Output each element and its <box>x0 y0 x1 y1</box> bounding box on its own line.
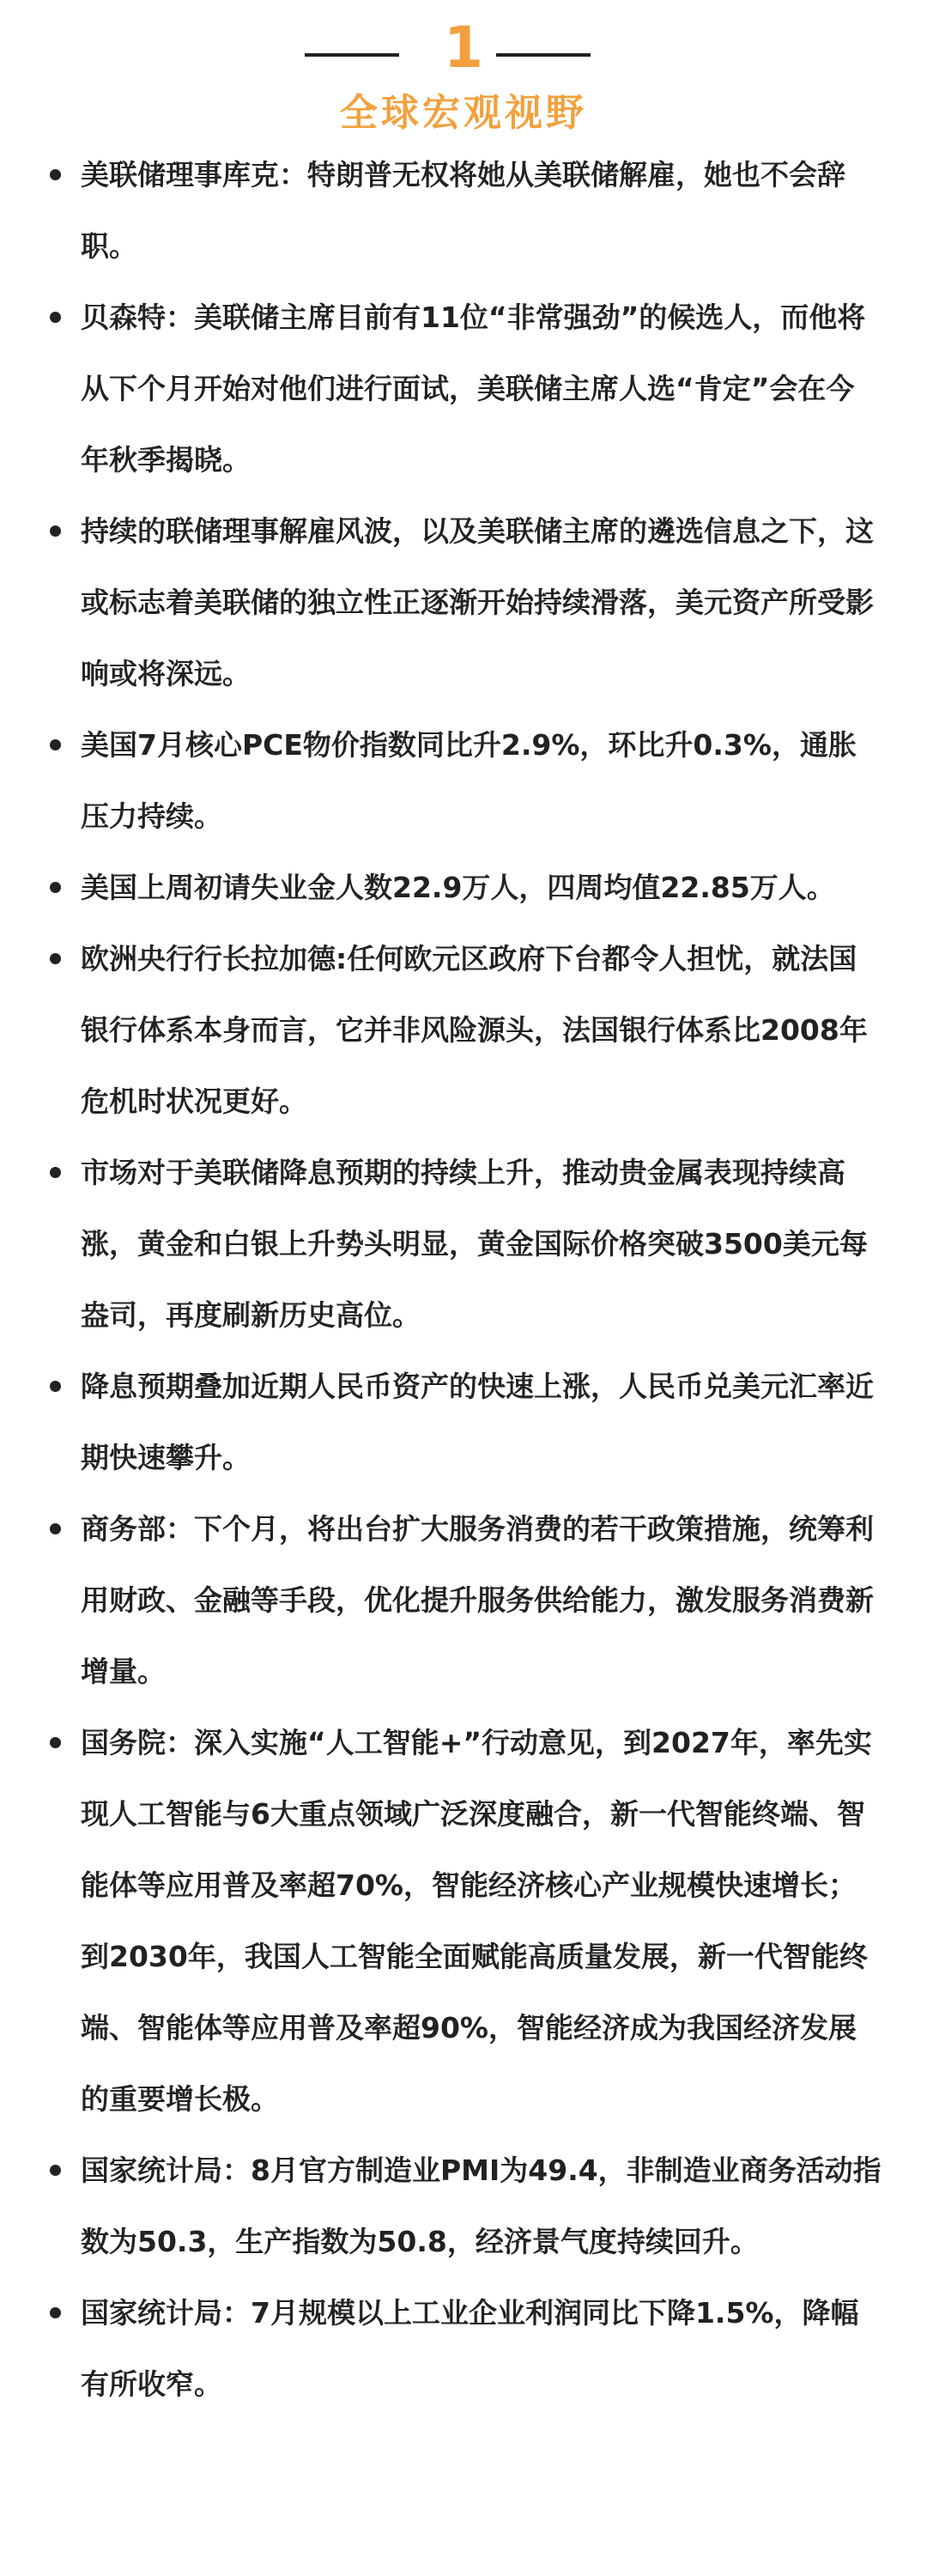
bullet-text: 国家统计局：8月官方制造业PMI为49.4，非制造业商务活动指数为50.3，生产指数为50.8，经济景气度持续回升。 <box>81 2154 882 2258</box>
bullet-dot-icon <box>50 739 61 750</box>
bullet-item <box>0 282 927 495</box>
bullet-item <box>0 2135 927 2277</box>
bullet-item <box>0 495 927 709</box>
bullet-dot-icon <box>50 169 61 180</box>
bullet-dot-icon <box>50 1381 61 1392</box>
bullet-item <box>0 1707 927 2135</box>
bullet-text: 美联储理事库克：特朗普无权将她从美联储解雇，她也不会辞职。 <box>81 158 845 263</box>
bullet-item <box>0 2277 927 2420</box>
header-right-rule <box>496 53 591 57</box>
bullet-text: 美国上周初请失业金人数22.9万人，四周均值22.85万人。 <box>81 871 835 904</box>
bullet-text: 美国7月核心PCE物价指数同比升2.9%，环比升0.3%，通胀压力持续。 <box>81 728 857 833</box>
bullet-text: 持续的联储理事解雇风波，以及美联储主席的遴选信息之下，这或标志着美联储的独立性正逐渐开始持续滑落，美元资产所受影响或将深远。 <box>81 514 874 690</box>
bullet-text: 欧洲央行行长拉加德:任何欧元区政府下台都令人担忧，就法国银行体系本身而言，它并非风险源头，法国银行体系比2008年危机时状况更好。 <box>81 942 868 1118</box>
bullet-dot-icon <box>50 1523 61 1534</box>
bullet-dot-icon <box>50 2307 61 2318</box>
bullet-text: 商务部：下个月，将出台扩大服务消费的若干政策措施，统筹利用财政、金融等手段，优化提升服务供给能力，激发服务消费新增量。 <box>81 1512 874 1688</box>
bullet-item <box>0 709 927 852</box>
bullet-text: 国家统计局：7月规模以上工业企业利润同比下降1.5%，降幅有所收窄。 <box>81 2296 859 2401</box>
section-header <box>0 0 927 146</box>
bullet-item <box>0 852 927 923</box>
bullet-dot-icon <box>50 953 61 964</box>
bullet-text: 降息预期叠加近期人民币资产的快速上涨，人民币兑美元汇率近期快速攀升。 <box>81 1370 874 1474</box>
bullet-item <box>0 1351 927 1493</box>
bullet-item <box>0 1493 927 1707</box>
bullet-text: 国务院：深入实施“人工智能+”行动意见，到2027年，率先实现人工智能与6大重点领域广泛深度融合，新一代智能终端、智能体等应用普及率超70%，智能经济核心产业规模快速增长；到2030年，我国人工智能全面赋能高质量发展，新一代智能终端、智能体等应用普及率超90%，智能经济成为我国经济发展的重要增长极。 <box>81 1726 872 2116</box>
bullet-item <box>0 923 927 1137</box>
bullet-text: 市场对于美联储降息预期的持续上升，推动贵金属表现持续高涨，黄金和白银上升势头明显，黄金国际价格突破3500美元每盎司，再度刷新历史高位。 <box>81 1156 868 1332</box>
bullet-dot-icon <box>50 882 61 893</box>
bullet-dot-icon <box>50 1167 61 1178</box>
bullet-item <box>0 1137 927 1351</box>
bullet-item <box>0 139 927 282</box>
bullet-dot-icon <box>50 1737 61 1748</box>
bullet-text: 贝森特：美联储主席目前有11位“非常强劲”的候选人，而他将从下个月开始对他们进行面试，美联储主席人选“肯定”会在今年秋季揭晓。 <box>81 301 866 477</box>
bullet-dot-icon <box>50 312 61 323</box>
section-number: 1 <box>444 15 483 81</box>
bullet-dot-icon <box>50 2165 61 2176</box>
bullet-list <box>0 139 927 2420</box>
bullet-dot-icon <box>50 526 61 537</box>
section-title: 全球宏观视野 <box>340 91 587 135</box>
